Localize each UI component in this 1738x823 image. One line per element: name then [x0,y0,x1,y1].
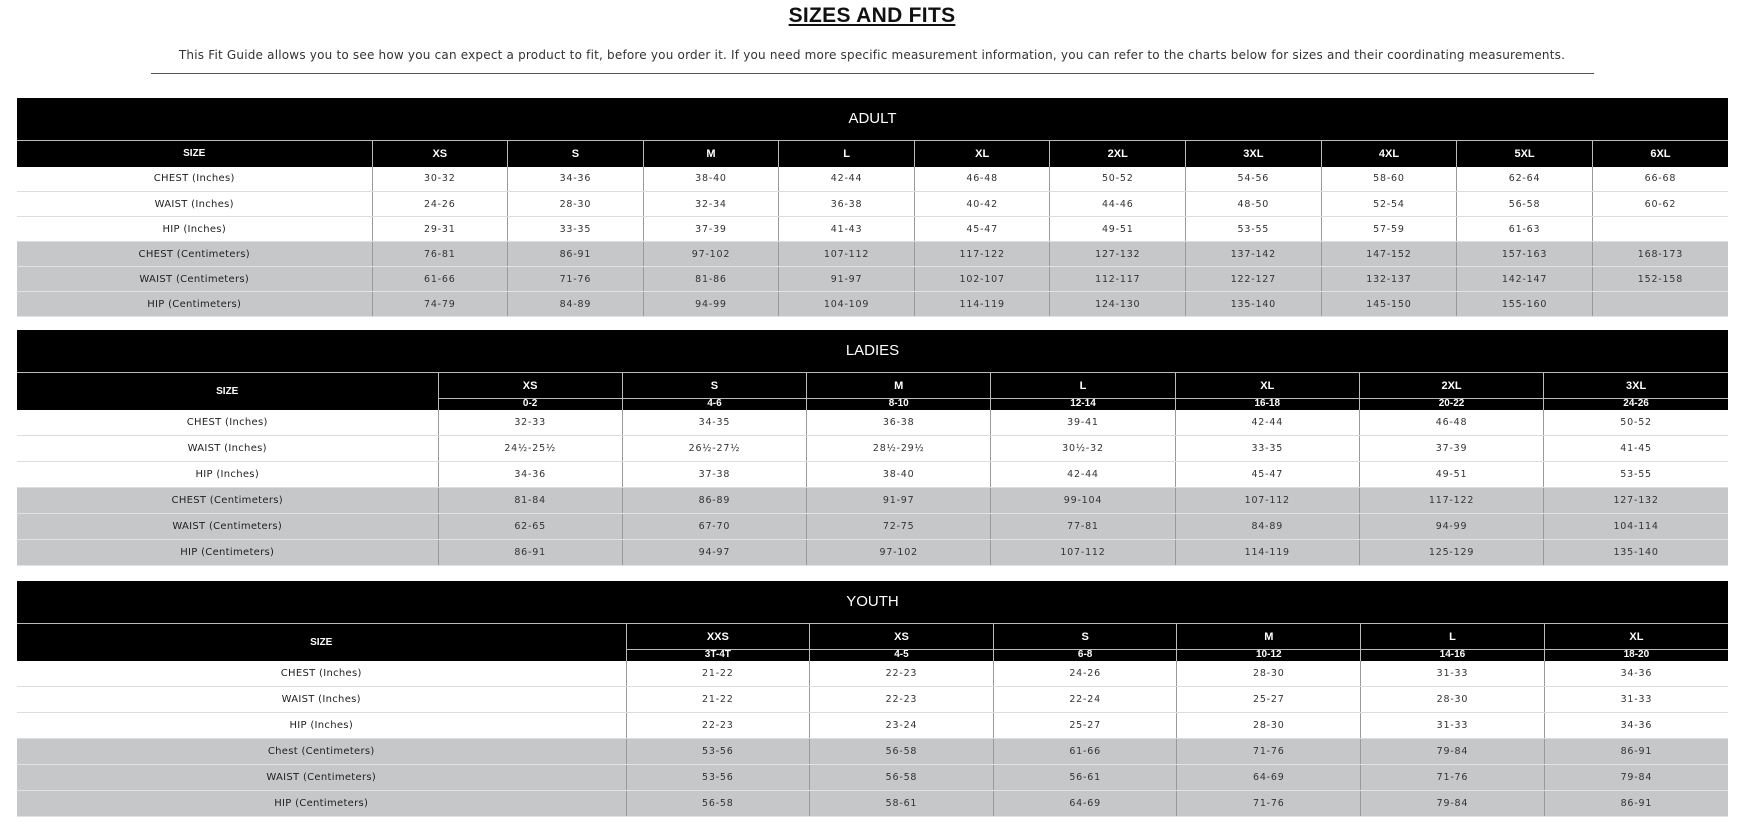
measurement-value: 122-127 [1186,267,1322,292]
measurement-label: WAIST (Centimeters) [17,267,372,292]
measurement-value: 97-102 [807,540,991,566]
measurement-value: 61-66 [993,739,1177,765]
measurement-value: 50-52 [1050,167,1186,192]
measurement-value: 157-163 [1457,242,1593,267]
measurement-value: 86-91 [1544,739,1728,765]
measurement-row [17,540,1728,566]
measurement-value: 22-23 [810,687,994,713]
measurement-row [17,192,1728,217]
size-header-6xl: 6XL [1592,141,1728,167]
measurement-value [1592,292,1728,317]
measurement-value: 132-137 [1321,267,1457,292]
numeric-size-header: 16-18 [1175,399,1359,410]
measurement-value: 99-104 [991,488,1175,514]
measurement-label: HIP (Inches) [17,713,626,739]
measurement-value: 117-122 [914,242,1050,267]
ladies-size-chart [17,330,1728,566]
measurement-value: 86-91 [438,540,622,566]
numeric-size-header: 4-5 [810,650,994,661]
size-header-xl: XL [1544,624,1728,650]
measurement-value: 39-41 [991,410,1175,436]
measurement-value: 32-33 [438,410,622,436]
size-header-4xl: 4XL [1321,141,1457,167]
measurement-value: 137-142 [1186,242,1322,267]
measurement-value: 56-58 [626,791,810,817]
measurement-label: WAIST (Centimeters) [17,765,626,791]
measurement-value: 28-30 [1361,687,1545,713]
adult-chart-title: ADULT [17,98,1728,140]
size-header-2xl: 2XL [1050,141,1186,167]
measurement-row [17,462,1728,488]
measurement-label: HIP (Centimeters) [17,292,372,317]
size-header-l: L [779,141,915,167]
measurement-value: 61-63 [1457,217,1593,242]
measurement-label: WAIST (Centimeters) [17,514,438,540]
divider [151,73,1594,74]
measurement-value: 31-33 [1361,661,1545,687]
measurement-value: 124-130 [1050,292,1186,317]
measurement-value: 62-64 [1457,167,1593,192]
measurement-label: CHEST (Centimeters) [17,488,438,514]
measurement-label: HIP (Inches) [17,217,372,242]
measurement-value: 28-30 [1177,661,1361,687]
adult-size-table [17,140,1728,317]
measurement-value: 54-56 [1186,167,1322,192]
measurement-row [17,739,1728,765]
size-header-m: M [807,373,991,399]
measurement-label: CHEST (Inches) [17,167,372,192]
measurement-value: 104-109 [779,292,915,317]
measurement-value: 135-140 [1186,292,1322,317]
measurement-value: 56-58 [810,739,994,765]
measurement-value: 28½-29½ [807,436,991,462]
measurement-value: 79-84 [1544,765,1728,791]
measurement-value: 22-23 [810,661,994,687]
measurement-value: 84-89 [1175,514,1359,540]
measurement-row [17,242,1728,267]
size-header-xxs: XXS [626,624,810,650]
measurement-value: 28-30 [508,192,644,217]
measurement-value: 33-35 [1175,436,1359,462]
measurement-value: 71-76 [1177,739,1361,765]
measurement-value: 33-35 [508,217,644,242]
size-header-m: M [1177,624,1361,650]
measurement-value: 86-89 [622,488,806,514]
measurement-value: 53-56 [626,739,810,765]
numeric-size-header: 0-2 [438,399,622,410]
page-title: SIZES AND FITS [788,4,956,27]
size-header-5xl: 5XL [1457,141,1593,167]
measurement-row [17,488,1728,514]
measurement-value: 53-56 [626,765,810,791]
size-header-3xl: 3XL [1544,373,1728,399]
measurement-value: 62-65 [438,514,622,540]
measurement-value: 104-114 [1544,514,1728,540]
measurement-value: 26½-27½ [622,436,806,462]
measurement-label: CHEST (Inches) [17,661,626,687]
measurement-value: 31-33 [1544,687,1728,713]
measurement-value: 79-84 [1361,791,1545,817]
measurement-value: 48-50 [1186,192,1322,217]
measurement-value: 42-44 [991,462,1175,488]
measurement-value: 97-102 [643,242,779,267]
measurement-value: 127-132 [1544,488,1728,514]
measurement-value: 22-23 [626,713,810,739]
numeric-size-header: 4-6 [622,399,806,410]
measurement-value: 34-36 [1544,661,1728,687]
measurement-value: 37-38 [622,462,806,488]
measurement-value: 72-75 [807,514,991,540]
measurement-value: 38-40 [643,167,779,192]
measurement-value: 25-27 [1177,687,1361,713]
measurement-row [17,292,1728,317]
size-header-2xl: 2XL [1359,373,1543,399]
measurement-value: 107-112 [1175,488,1359,514]
measurement-row [17,791,1728,817]
measurement-value: 42-44 [1175,410,1359,436]
measurement-value: 56-58 [810,765,994,791]
size-header-row [17,373,1728,399]
measurement-value: 41-45 [1544,436,1728,462]
measurement-value: 41-43 [779,217,915,242]
youth-size-chart [17,581,1728,817]
numeric-size-header: 6-8 [993,650,1177,661]
measurement-value: 56-61 [993,765,1177,791]
measurement-value: 46-48 [914,167,1050,192]
measurement-value: 25-27 [993,713,1177,739]
measurement-row [17,436,1728,462]
size-header-row [17,624,1728,650]
size-header-xs: XS [372,141,508,167]
measurement-value: 81-86 [643,267,779,292]
measurement-value: 94-99 [1359,514,1543,540]
size-header-s: S [622,373,806,399]
size-header-m: M [643,141,779,167]
measurement-value: 71-76 [1361,765,1545,791]
measurement-row [17,217,1728,242]
measurement-row [17,167,1728,192]
measurement-value: 114-119 [914,292,1050,317]
size-column-header: SIZE [17,624,626,661]
measurement-value: 77-81 [991,514,1175,540]
measurement-value: 94-99 [643,292,779,317]
measurement-value: 91-97 [807,488,991,514]
measurement-row [17,687,1728,713]
measurement-value: 81-84 [438,488,622,514]
measurement-value: 37-39 [1359,436,1543,462]
measurement-value: 127-132 [1050,242,1186,267]
size-header-xl: XL [1175,373,1359,399]
measurement-value: 58-60 [1321,167,1457,192]
measurement-value: 117-122 [1359,488,1543,514]
measurement-label: WAIST (Inches) [17,687,626,713]
measurement-value: 79-84 [1361,739,1545,765]
measurement-value: 102-107 [914,267,1050,292]
measurement-value: 135-140 [1544,540,1728,566]
size-column-header: SIZE [17,373,438,410]
numeric-size-header: 12-14 [991,399,1175,410]
measurement-value: 22-24 [993,687,1177,713]
measurement-label: HIP (Centimeters) [17,791,626,817]
numeric-size-header: 24-26 [1544,399,1728,410]
measurement-value: 76-81 [372,242,508,267]
size-header-l: L [991,373,1175,399]
measurement-value: 94-97 [622,540,806,566]
ladies-chart-title: LADIES [17,330,1728,372]
size-header-row [17,141,1728,167]
measurement-value: 21-22 [626,687,810,713]
measurement-value: 23-24 [810,713,994,739]
youth-size-table [17,623,1728,817]
measurement-value: 91-97 [779,267,915,292]
measurement-label: HIP (Inches) [17,462,438,488]
measurement-value: 49-51 [1050,217,1186,242]
measurement-value: 53-55 [1186,217,1322,242]
measurement-value: 71-76 [1177,791,1361,817]
measurement-value: 34-36 [438,462,622,488]
size-header-s: S [508,141,644,167]
measurement-value: 45-47 [914,217,1050,242]
numeric-size-header: 8-10 [807,399,991,410]
measurement-value: 21-22 [626,661,810,687]
measurement-value: 34-36 [1544,713,1728,739]
measurement-value: 40-42 [914,192,1050,217]
measurement-value: 74-79 [372,292,508,317]
measurement-value: 168-173 [1592,242,1728,267]
measurement-row [17,661,1728,687]
measurement-label: HIP (Centimeters) [17,540,438,566]
numeric-size-header: 18-20 [1544,650,1728,661]
measurement-value: 46-48 [1359,410,1543,436]
size-header-xl: XL [914,141,1050,167]
measurement-value: 29-31 [372,217,508,242]
measurement-label: Chest (Centimeters) [17,739,626,765]
measurement-value: 34-35 [622,410,806,436]
measurement-value: 86-91 [508,242,644,267]
size-header-s: S [993,624,1177,650]
intro-text: This Fit Guide allows you to see how you can expect a product to fit, before you order it. If you need more specific measurement information, you can refer to the charts below for sizes and their coordinating measurements. [178,48,1566,62]
measurement-row [17,514,1728,540]
size-column-header: SIZE [17,141,372,167]
measurement-value: 155-160 [1457,292,1593,317]
measurement-value: 84-89 [508,292,644,317]
measurement-value: 60-62 [1592,192,1728,217]
size-header-xs: XS [810,624,994,650]
measurement-value: 57-59 [1321,217,1457,242]
adult-size-chart [17,98,1728,317]
youth-chart-title: YOUTH [17,581,1728,623]
measurement-value: 71-76 [508,267,644,292]
measurement-row [17,267,1728,292]
numeric-size-header: 14-16 [1361,650,1545,661]
measurement-value: 56-58 [1457,192,1593,217]
measurement-value: 52-54 [1321,192,1457,217]
measurement-label: WAIST (Inches) [17,436,438,462]
measurement-label: WAIST (Inches) [17,192,372,217]
measurement-value: 53-55 [1544,462,1728,488]
measurement-value: 49-51 [1359,462,1543,488]
measurement-value: 31-33 [1361,713,1545,739]
measurement-value: 112-117 [1050,267,1186,292]
measurement-value: 42-44 [779,167,915,192]
measurement-value: 152-158 [1592,267,1728,292]
measurement-value: 45-47 [1175,462,1359,488]
measurement-value: 147-152 [1321,242,1457,267]
measurement-label: CHEST (Inches) [17,410,438,436]
measurement-row [17,713,1728,739]
measurement-value: 30-32 [372,167,508,192]
measurement-value: 107-112 [779,242,915,267]
measurement-value: 67-70 [622,514,806,540]
measurement-value: 125-129 [1359,540,1543,566]
measurement-value: 44-46 [1050,192,1186,217]
measurement-value: 107-112 [991,540,1175,566]
measurement-value: 145-150 [1321,292,1457,317]
measurement-value: 64-69 [993,791,1177,817]
measurement-value: 32-34 [643,192,779,217]
measurement-value: 36-38 [807,410,991,436]
size-header-l: L [1361,624,1545,650]
measurement-value [1592,217,1728,242]
measurement-row [17,410,1728,436]
measurement-value: 24-26 [993,661,1177,687]
measurement-label: CHEST (Centimeters) [17,242,372,267]
measurement-row [17,765,1728,791]
measurement-value: 114-119 [1175,540,1359,566]
measurement-value: 30½-32 [991,436,1175,462]
measurement-value: 86-91 [1544,791,1728,817]
measurement-value: 38-40 [807,462,991,488]
numeric-size-header: 20-22 [1359,399,1543,410]
measurement-value: 36-38 [779,192,915,217]
measurement-value: 28-30 [1177,713,1361,739]
measurement-value: 34-36 [508,167,644,192]
measurement-value: 24½-25½ [438,436,622,462]
measurement-value: 37-39 [643,217,779,242]
numeric-size-header: 3T-4T [626,650,810,661]
ladies-size-table [17,372,1728,566]
measurement-value: 24-26 [372,192,508,217]
measurement-value: 142-147 [1457,267,1593,292]
measurement-value: 61-66 [372,267,508,292]
measurement-value: 50-52 [1544,410,1728,436]
measurement-value: 66-68 [1592,167,1728,192]
numeric-size-header: 10-12 [1177,650,1361,661]
measurement-value: 64-69 [1177,765,1361,791]
size-header-xs: XS [438,373,622,399]
measurement-value: 58-61 [810,791,994,817]
size-header-3xl: 3XL [1186,141,1322,167]
